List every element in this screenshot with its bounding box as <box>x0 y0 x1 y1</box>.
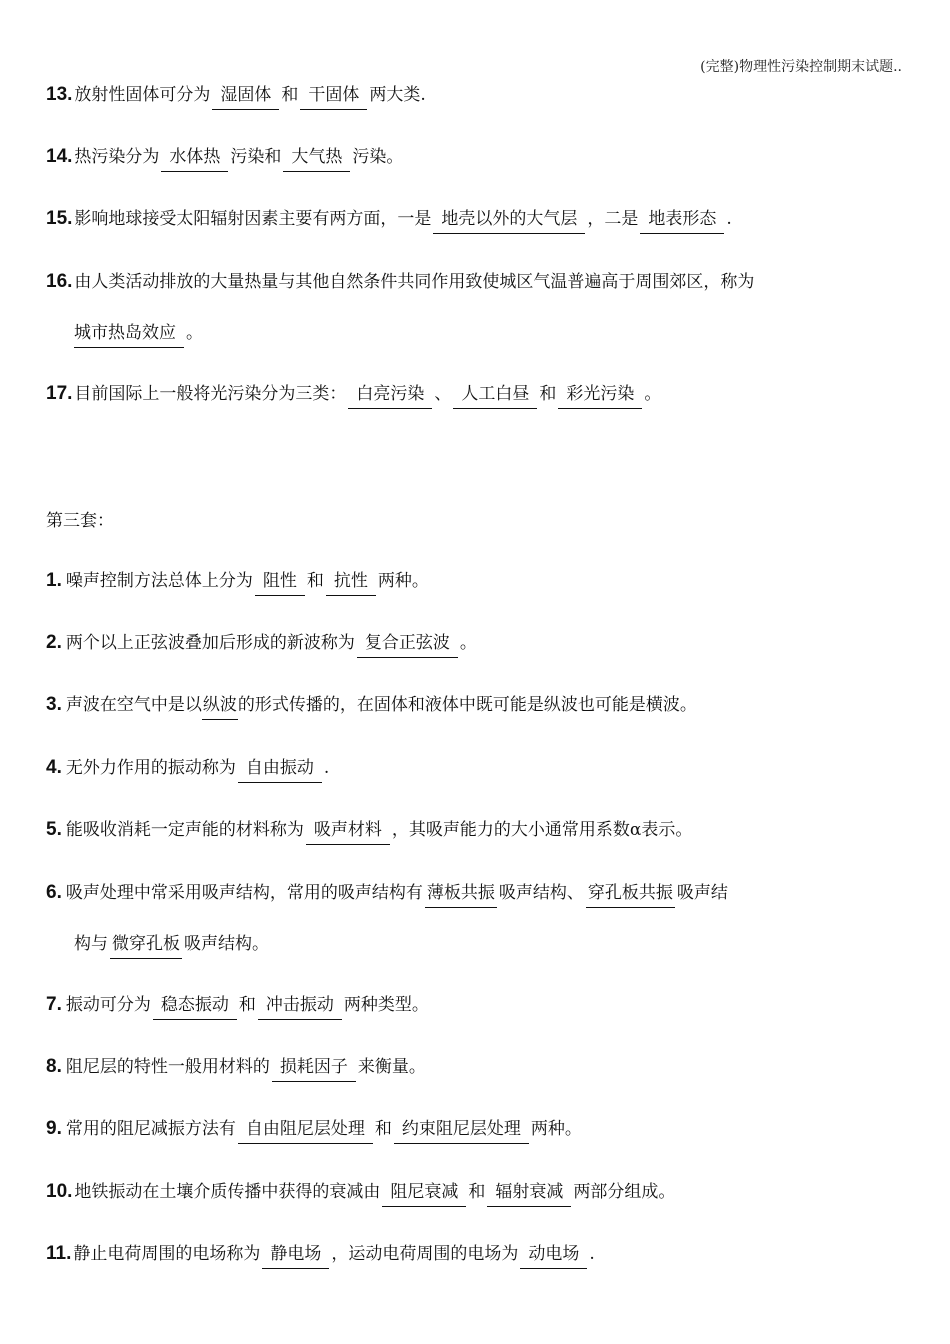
question-6-continued <box>74 933 269 959</box>
question-text: . <box>726 209 732 229</box>
question-text: 阻尼层的特性一般用材料的 <box>65 1057 270 1077</box>
answer-blank: 动电场 <box>520 1243 587 1269</box>
answer-blank: 白亮污染 <box>348 383 432 409</box>
question-text: 影响地球接受太阳辐射因素主要有两方面，一是 <box>74 209 432 229</box>
question-text: 热污染分为 <box>74 147 160 167</box>
answer-blank: 稳态振动 <box>153 994 237 1020</box>
question-number: 4. <box>46 757 62 778</box>
question-number: 7. <box>46 994 62 1015</box>
answer-blank: 大气热 <box>283 146 350 172</box>
question-text: 静止电荷周围的电场称为 <box>73 1244 261 1264</box>
question-text: 吸声结构、 <box>498 883 584 903</box>
answer-blank: 损耗因子 <box>272 1056 356 1082</box>
question-text: 两种。 <box>530 1119 582 1139</box>
answer-blank: 水体热 <box>161 146 228 172</box>
question-number: 11. <box>46 1243 72 1264</box>
answer-blank: 薄板共振 <box>425 882 497 908</box>
answer-blank: 静电场 <box>262 1243 329 1269</box>
section-title: 第三套： <box>46 511 114 531</box>
question-text: . <box>323 758 330 778</box>
question-4 <box>46 757 329 783</box>
question-text: 两种类型。 <box>343 995 429 1015</box>
question-number: 17. <box>46 383 73 404</box>
question-11 <box>46 1243 595 1269</box>
question-text: 吸声处理中常采用吸声结构，常用的吸声结构有 <box>65 883 423 903</box>
answer-blank: 地表形态 <box>640 208 724 234</box>
question-text: . <box>589 1244 595 1264</box>
question-text: 和 <box>306 571 324 591</box>
question-text: 污染。 <box>352 147 404 167</box>
answer-blank: 自由阻尼层处理 <box>238 1118 373 1144</box>
question-text: 放射性固体可分为 <box>74 85 211 105</box>
question-number: 5. <box>46 819 62 840</box>
question-number: 15. <box>46 208 73 229</box>
question-text: 和 <box>281 85 299 105</box>
question-number: 8. <box>46 1056 62 1077</box>
question-text: 和 <box>374 1119 392 1139</box>
answer-blank: 阻性 <box>255 570 305 596</box>
question-text: 噪声控制方法总体上分为 <box>65 571 253 591</box>
question-number: 3. <box>46 694 62 715</box>
question-text: ，其吸声能力的大小通常用系数α表示。 <box>391 820 693 840</box>
answer-blank: 约束阻尼层处理 <box>394 1118 529 1144</box>
answer-blank: 湿固体 <box>212 84 279 110</box>
question-text: 和 <box>468 1182 486 1202</box>
question-text: 、 <box>434 384 452 404</box>
question-text: 和 <box>539 384 557 404</box>
question-text: 。 <box>186 323 203 343</box>
answer-blank: 彩光污染 <box>558 383 642 409</box>
question-text: 振动可分为 <box>65 995 151 1015</box>
answer-blank: 城市热岛效应 <box>74 322 184 348</box>
answer-blank: 自由振动 <box>238 757 322 783</box>
answer-blank: 辐射衰减 <box>487 1181 571 1207</box>
question-text: 地铁振动在土壤介质传播中获得的衰减由 <box>74 1182 381 1202</box>
question-text: 两部分组成。 <box>573 1182 676 1202</box>
question-15 <box>46 208 732 234</box>
question-number: 10. <box>46 1181 73 1202</box>
answer-blank: 地壳以外的大气层 <box>433 208 585 234</box>
question-9 <box>46 1118 582 1144</box>
question-text: 两个以上正弦波叠加后形成的新波称为 <box>65 633 355 653</box>
answer-blank: 微穿孔板 <box>110 933 182 959</box>
question-text: 构与 <box>74 934 108 954</box>
question-text: 两大类. <box>369 85 426 105</box>
question-text: 的形式传播的，在固体和液体中既可能是纵波也可能是横波。 <box>237 695 697 715</box>
question-text: 能吸收消耗一定声能的材料称为 <box>65 820 304 840</box>
question-text: 声波在空气中是以 <box>65 695 202 715</box>
question-3 <box>46 694 697 720</box>
question-16 <box>46 271 754 293</box>
question-14 <box>46 146 403 172</box>
answer-blank: 吸声材料 <box>306 819 390 845</box>
question-6 <box>46 882 728 908</box>
answer-blank: 穿孔板共振 <box>586 882 675 908</box>
question-text: 。 <box>459 633 477 653</box>
answer-blank: 干固体 <box>300 84 367 110</box>
answer-blank: 阻尼衰减 <box>382 1181 466 1207</box>
question-text: 来衡量。 <box>357 1057 426 1077</box>
question-7 <box>46 994 429 1020</box>
question-number: 16. <box>46 271 73 292</box>
question-8 <box>46 1056 426 1082</box>
question-number: 1. <box>46 570 62 591</box>
question-10 <box>46 1181 675 1207</box>
question-number: 13. <box>46 84 73 105</box>
question-text: 污染和 <box>230 147 282 167</box>
question-number: 14. <box>46 146 73 167</box>
question-17 <box>46 383 661 409</box>
question-13 <box>46 84 426 110</box>
question-text: 由人类活动排放的大量热量与其他自然条件共同作用致使城区气温普遍高于周围郊区，称为 <box>74 272 755 292</box>
question-text: 常用的阻尼减振方法有 <box>65 1119 236 1139</box>
question-number: 6. <box>46 882 62 903</box>
answer-blank: 复合正弦波 <box>357 632 458 658</box>
answer-blank: 纵波 <box>202 694 238 720</box>
question-text: 和 <box>238 995 256 1015</box>
question-number: 2. <box>46 632 62 653</box>
answer-blank: 抗性 <box>326 570 376 596</box>
answer-blank: 人工白昼 <box>453 383 537 409</box>
question-1 <box>46 570 429 596</box>
question-16-continued <box>74 322 203 348</box>
question-2 <box>46 632 477 658</box>
answer-blank: 冲击振动 <box>258 994 342 1020</box>
question-text: ，二是 <box>587 209 639 229</box>
page-header: (完整)物理性污染控制期末试题.. <box>700 59 902 75</box>
question-text: ，运动电荷周围的电场为 <box>331 1244 519 1264</box>
question-text: 吸声结 <box>676 883 728 903</box>
question-text: 吸声结构。 <box>184 934 269 954</box>
question-5 <box>46 819 692 845</box>
question-number: 9. <box>46 1118 62 1139</box>
question-text: 无外力作用的振动称为 <box>65 758 236 778</box>
question-text: 两种。 <box>377 571 429 591</box>
question-text: 。 <box>644 384 662 404</box>
question-text: 目前国际上一般将光污染分为三类： <box>74 384 347 404</box>
